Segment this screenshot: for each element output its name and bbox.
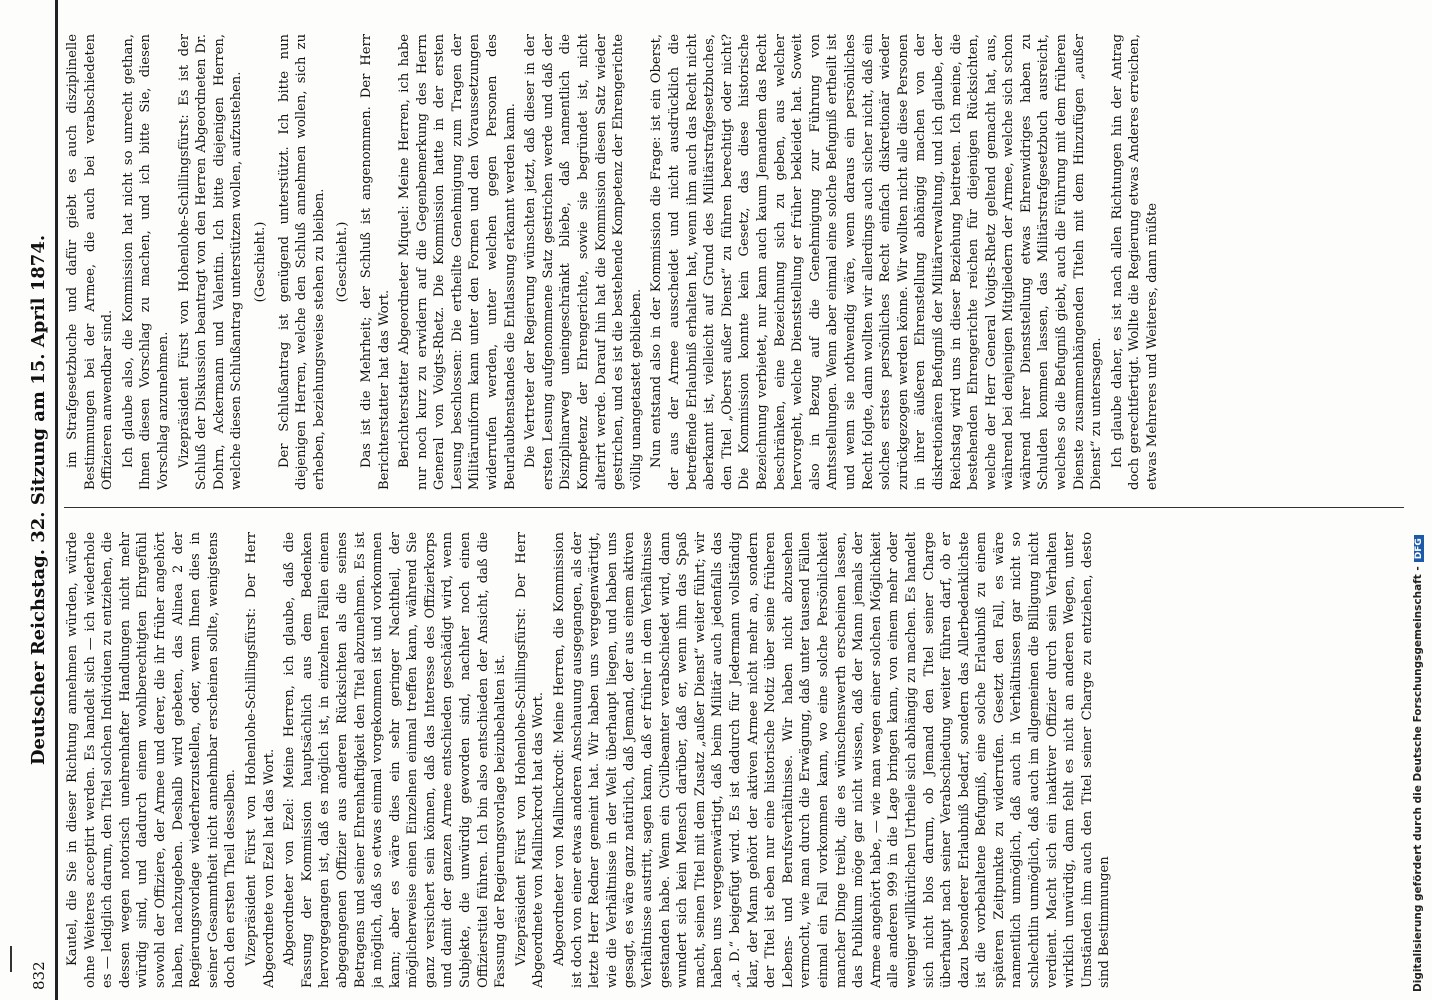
paragraph: Vizepräsident Fürst von Hohenlohe-Schillingsfürst: Es ist der Schluß der Diskussion beantragt von den Herren Abgeordneten Dr. Dohrn, Ackermann und Valentin. Ich bitte diejenigen Herren, welche diesen Schlußantrag unterstützen wollen, aufzustehen. bbox=[176, 34, 245, 490]
paragraph: Ich glaube daher, es ist nach allen Richtungen hin der Antrag doch gerechtfertigt. Wollte die Regierung etwas Anderes erreichen, etwas Mehreres und Weiteres, dann müßte bbox=[1109, 34, 1161, 490]
stage-direction: (Geschieht.) bbox=[252, 221, 268, 303]
paragraph: Abgeordneter von Mallinckrodt: Meine Herren, die Kommission ist doch von einer etwas anderen Anschauung ausgegangen, als der letzte Herr Redner gemeint hat. Wir haben uns vergegenwärtigt, wie die Verhältnisse in der Welt überhaupt liegen, und haben uns gesagt, es wäre ganz natürlich, daß Jemand, der aus einem aktiven Verhältnisse austritt, sagen kann, daß er früher in dem Verhältnisse gestanden habe. Wenn ein Civilbeamter verabschiedet wird, dann wundert sich kein Mensch darüber, daß er, wenn ihm das Spaß macht, seinen Titel mit dem Zusatz „außer Dienst“ weiter führt; wir haben uns vergegenwärtigt, daß beim Militär auch jedenfalls das „a. D.“ beigefügt wird. Es ist dadurch für Jedermann vollständig klar, der Mann gehört der aktiven Armee nicht mehr an, sondern der Titel ist eben nur eine historische Notiz über seine früheren Lebens- und Berufsverhältnisse. Wir haben nicht abzusehen vermocht, wie man durch die Erwägung, daß unter tausend Fällen einmal ein Fall vorkommen kann, wo eine solche Persönlichkeit mancher Dinge treibt, die es wünschenswerth erscheinen lassen, das Publikum möge gar nicht wissen, daß der Mann jemals der Armee angehört habe, — wie man wegen einer solchen Möglichkeit alle anderen 999 in die Lage bringen kann, von einem mehr oder weniger willkürlichen Urtheile sich abhängig zu machen. Es handelt sich nicht blos darum, ob Jemand den Titel seiner Charge überhaupt nach seiner Verabschiedung weiter führen darf, ob er dazu besonderer Erlaubniß bedarf, sondern das Allerbedenklichste ist die vorbehaltene Befugniß, eine solche Erlaubniß zu einem späteren Zeitpunkte zu widerrufen. Gesetzt den Fall, es wäre namentlich unmöglich, daß auch in Verhältnissen gar nicht so schlechtlin unmöglich, daß auch im allgemeinen die Billigung nicht verdient. Macht sich ein inaktiver Offizier durch sein Verhalten wirklich unwürdig, dann fehlt es nicht an anderen Wegen, unter Umständen ihm auch den Titel seiner Charge zu entziehen, desto sind Bestimmungen bbox=[552, 532, 1113, 988]
paragraph: Das ist die Mehrheit; der Schluß ist angenommen. Der Herr Berichterstatter hat das Wort. bbox=[358, 34, 392, 490]
paragraph: im Strafgesetzbuche und dafür giebt es auch disziplinelle Bestimmungen bei der Armee, die auch bei verabschiedeten Offizieren anwendbar sind. bbox=[65, 34, 116, 490]
right-column bbox=[64, 34, 1409, 490]
paragraph: Vizepräsident Fürst von Hohenlohe-Schillingsfürst: Der Herr Abgeordnete von Ezel hat das Wort. bbox=[243, 532, 277, 988]
dfg-logo: DFG bbox=[1414, 535, 1424, 562]
page-header bbox=[0, 0, 58, 1000]
paragraph: Ich glaube also, die Kommission hat nicht so unrecht gethan, Ihnen diesen Vorschlag zu machen, und ich bitte Sie, diesen Vorschlag anzunehmen. bbox=[120, 34, 171, 490]
credit-text: Digitalisierung gefördert durch die Deutsche Forschungsgemeinschaft - bbox=[1412, 566, 1424, 992]
paragraph: Berichterstatter Abgeordneter Miquel: Meine Herren, ich habe nur noch kurz zu erwidern auf die Gegenbemerkung des Herrn General von Voigts-Rhetz. Die Kommission hatte in der ersten Lesung beschlossen: Die ertheilte Genehmigung zum Tragen der Militäruniform kann unter den Formen und den Voraussetzungen widerrufen werden, unter welchen gegen Personen des Beurlaubtenstandes die Entlassung erkannt werden kann. bbox=[397, 34, 518, 490]
paragraph: Vizepräsident Fürst von Hohenlohe-Schillingsfürst: Der Herr Abgeordnete von Mallinckrodt hat das Wort. bbox=[513, 532, 547, 988]
stage-direction: (Geschieht.) bbox=[335, 221, 351, 303]
paragraph: Nun entstand also in der Kommission die Frage: ist ein Oberst, der aus der Armee ausscheidet und nicht ausdrücklich die betreffende Erlaubniß erhalten hat, wenn ihm auch das Recht nicht aberkannt ist, vielleicht auf Grund des Militärstrafgesetzbuches, den Titel „Oberst außer Dienst“ zu führen berechtigt oder nicht? Die Kommission konnte kein Gesetz, das diese historische Bezeichnung verbietet, nur kann auch kaum Jemandem das Recht beschränken, eine Bezeichnung sich zu geben, aus welcher hervorgeht, welche Dienststellung er früher bekleidet hat. Soweit also in Bezug auf die Genehmigung zur Führung von Amtsstellungen. Wenn aber einmal eine solche Befugniß ertheilt ist und wenn sie nothwendig wäre, wenn daraus ein persönliches Recht folgte, dann wollten wir allerdings auch sicher nicht, daß ein solches erstes persönliches Recht einfach diskretionär wieder zurückgezogen werden könne. Wir wollten nicht alle diese Personen in ihrer äußeren Ehrenstellung abhängig machen von der diskretionären Befugniß der Militärverwaltung, und ich glaube, der Reichstag wird uns in dieser Beziehung beitreten. Ich meine, die bestehenden Ehrengerichte reichen für diejenigen Rücksichten, welche der Herr General Voigts-Rhetz geltend gemacht hat, aus, während bei denjenigen Mitgliedern der Armee, welche sich schon während ihrer Dienststellung etwas Ehrenwidriges haben zu Schulden kommen lassen, das Militärstrafgesetzbuch ausreicht, welches so die Befugniß giebt, auch die Führung mit dem früheren Dienste zusammenhängenden Titeln mit dem Hinzufügen „außer Dienst“ zu untersagen. bbox=[649, 34, 1105, 490]
page-title: Deutscher Reichstag. 32. Sitzung am 15. April 1874. bbox=[28, 234, 49, 766]
paragraph: Abgeordneter von Ezel: Meine Herren, ich glaube, daß die Fassung der Kommission hauptsächlich aus dem Bedenken hervorgegangen ist, daß es möglich ist, in einzelnen Fällen einem abgegangenen Offizier aus anderen Rücksichten als die seines Betragens und seiner Ehrenhaftigkeit den Titel abzunehmen. Es ist ja möglich, daß so etwas einmal vorgekommen ist und vorkommen kann; aber es wäre dies ein sehr geringer Nachtheil, der möglicherweise einen Einzelnen einmal treffen kann, während Sie ganz versichert sein können, daß das Interesse des Offizierkorps und damit der ganzen Armee entschieden geschädigt wird, wenn Subjekte, die unwürdig geworden sind, nachher noch einen Offizierstitel führen. Ich bin also entschieden der Ansicht, daß die Fassung der Regierungsvorlage beizubehalten ist. bbox=[282, 532, 509, 988]
column-divider bbox=[64, 507, 1404, 508]
left-column bbox=[64, 532, 1409, 988]
paragraph: Kautel, die Sie in dieser Richtung annehmen würden, würde ohne Weiteres acceptirt werden. Es handelt sich — ich wiederhole es — lediglich darum, den Titel solchen Individuen zu entziehen, die dessen wegen notorisch unehrenhafter Handlungen nicht mehr würdig sind, und dadurch einem wohlberechtigten Ehrgefühl sowohl der Offiziere, der Armee und derer, die ihr früher angehört haben, nachzugeben. Deshalb wird gebeten, das Alinea 2 der Regierungsvorlage wiederherzustellen, oder, wenn Ihnen dies in seiner Gesammtheit nicht annehmbar erscheinen sollte, wenigstens doch den ersten Theil desselben. bbox=[65, 532, 239, 988]
page-number: 832 bbox=[30, 961, 48, 990]
digitization-credit bbox=[1412, 0, 1430, 1000]
paragraph: Die Vertreter der Regierung wünschten jetzt, daß dieser in der ersten Lesung aufgenommene Satz gestrichen werde und daß der Disziplinarweg uneingeschränkt bliebe, daß namentlich die Kompetenz der Ehrengerichte, sowie sie begründet ist, nicht alterirt werde. Darauf hin hat die Kommission diesen Satz wieder gestrichen, und es ist die bestehende Kompetenz der Ehrengerichte völlig unangetastet geblieben. bbox=[523, 34, 644, 490]
paragraph: Der Schlußantrag ist genügend unterstützt. Ich bitte nun diejenigen Herren, welche den Schluß annehmen wollen, sich zu erheben, beziehungsweise stehen zu bleiben. bbox=[276, 34, 327, 490]
